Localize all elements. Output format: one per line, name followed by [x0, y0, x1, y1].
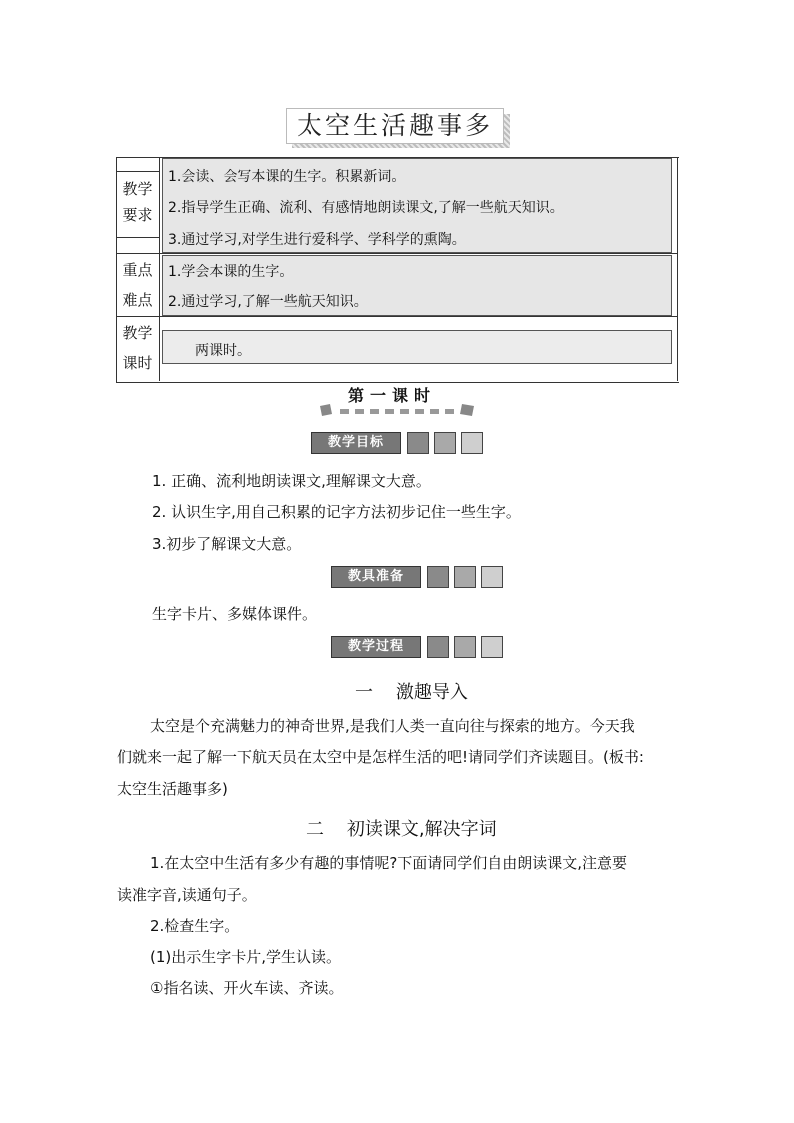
key-point-item: 2.通过学习,了解一些航天知识。 [168, 294, 368, 310]
page-title-block [286, 108, 510, 148]
requirement-item: 3.通过学习,对学生进行爱科学、学科学的熏陶。 [168, 232, 466, 248]
badge-label: 教学过程 [331, 636, 421, 658]
badge-label: 教学目标 [311, 432, 401, 454]
table-row-divider [116, 316, 678, 317]
badge-label: 教具准备 [331, 566, 421, 588]
goal-item: 3.初步了解课文大意。 [152, 535, 302, 553]
row-label-class-hours [117, 320, 158, 376]
table-right-border [677, 157, 678, 381]
row-label-line: 课时 [122, 354, 153, 372]
badge-square [434, 432, 456, 454]
row-label-line: 要求 [122, 206, 153, 224]
key-point-item: 1.学会本课的生字。 [168, 264, 294, 280]
requirement-item: 2.指导学生正确、流利、有感情地朗读课文,了解一些航天知识。 [168, 200, 564, 216]
section-heading-first-reading: 二 初读课文,解决字词 [306, 819, 497, 840]
row-label-key-points [117, 257, 158, 313]
table-label-cell-line [116, 171, 159, 172]
badge-square [427, 636, 449, 658]
badge-square [407, 432, 429, 454]
paragraph-line: 太空是个充满魅力的神奇世界,是我们人类一直向往与探索的地方。今天我 [150, 717, 635, 735]
requirement-item: 1.会读、会写本课的生字。积累新词。 [168, 169, 406, 185]
badge-square [481, 636, 503, 658]
paragraph-line: 2.检查生字。 [150, 917, 240, 935]
badge-square [461, 432, 483, 454]
row-label-line: 教学 [122, 180, 153, 198]
row-label-line: 重点 [122, 261, 153, 279]
page-title: 太空生活趣事多 [286, 108, 504, 144]
paragraph-line: 们就来一起了解一下航天员在太空中是怎样生活的吧!请同学们齐读题目。(板书: [117, 748, 644, 766]
paragraph-line: 太空生活趣事多) [117, 780, 228, 798]
goal-item: 2. 认识生字,用自己积累的记字方法初步记住一些生字。 [152, 503, 521, 521]
goal-item: 1. 正确、流利地朗读课文,理解课文大意。 [152, 472, 431, 490]
lesson-heading: 第一课时 [348, 386, 437, 405]
badge-square [427, 566, 449, 588]
prep-text: 生字卡片、多媒体课件。 [152, 605, 318, 623]
class-hours-value: 两课时。 [195, 343, 251, 359]
lesson-heading-dash-decoration [318, 402, 478, 418]
row-label-line: 教学 [122, 324, 153, 342]
paragraph-line: ①指名读、开火车读、齐读。 [150, 979, 344, 997]
table-column-divider [159, 157, 160, 381]
paragraph-line: 1.在太空中生活有多少有趣的事情呢?下面请同学们自由朗读课文,注意要 [150, 854, 628, 872]
table-label-cell-line [116, 237, 159, 238]
section-heading-intro: 一 激趣导入 [355, 682, 468, 703]
table-row-divider [116, 253, 678, 254]
paragraph-line: (1)出示生字卡片,学生认读。 [150, 948, 342, 966]
badge-square [481, 566, 503, 588]
row-label-requirements [117, 176, 158, 228]
row-label-line: 难点 [122, 291, 153, 309]
paragraph-line: 读准字音,读通句子。 [117, 886, 257, 904]
badge-square [454, 566, 476, 588]
badge-square [454, 636, 476, 658]
